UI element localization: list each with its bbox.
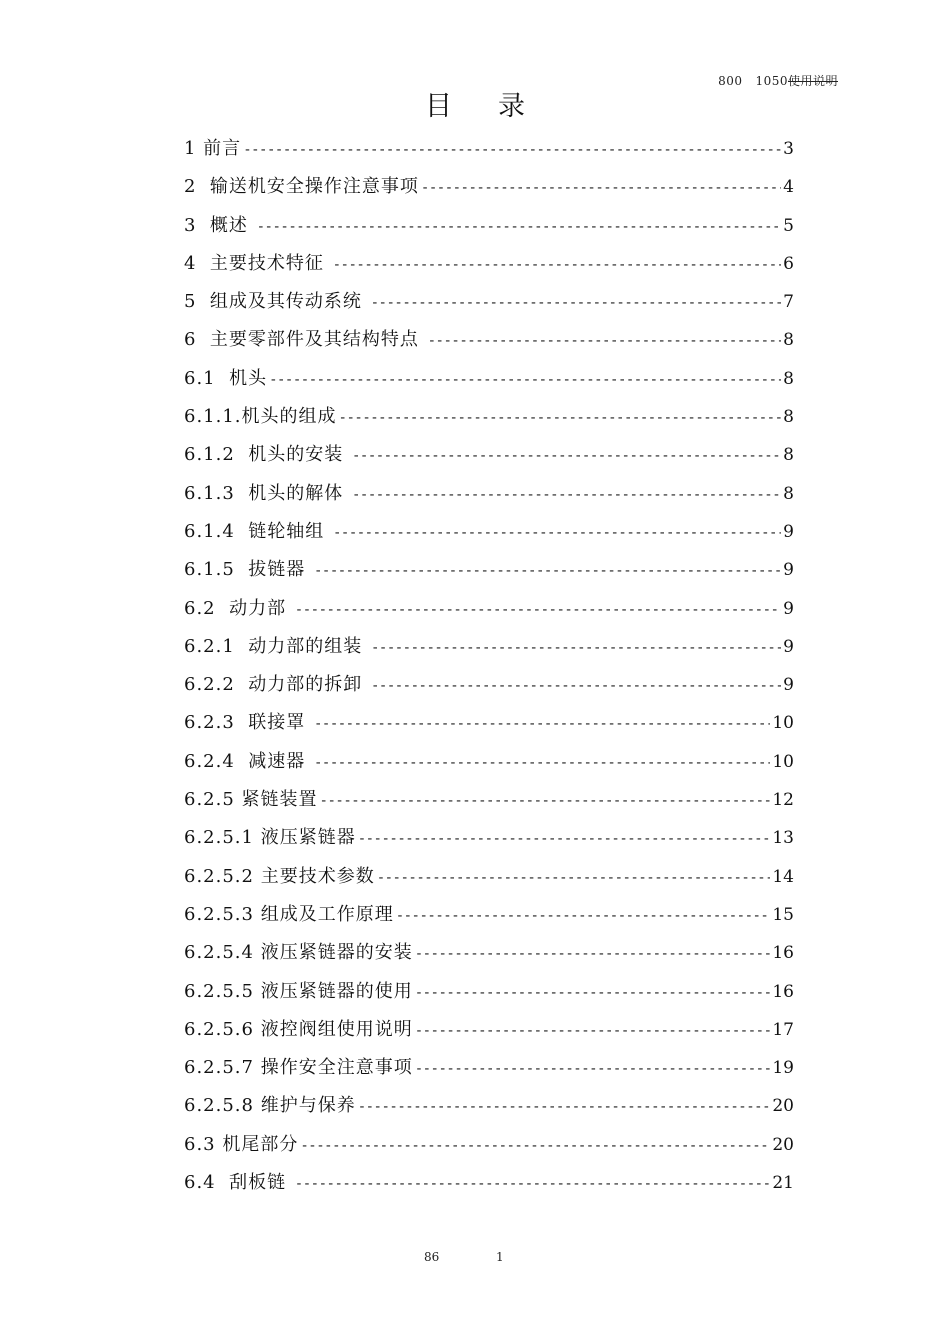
toc-entry-page: 8 <box>783 368 794 389</box>
toc-entry[interactable] <box>184 628 794 666</box>
toc-entry-label: 3 概述 <box>184 214 255 236</box>
toc-entry-label: 6.2.5.7 操作安全注意事项 <box>184 1057 413 1079</box>
toc-entry[interactable] <box>184 1011 794 1049</box>
toc-entry-label: 1 前言 <box>184 138 242 159</box>
toc-entry[interactable] <box>184 590 794 628</box>
toc-entry[interactable] <box>184 858 794 896</box>
toc-entry-label: 6.2.5.6 液控阀组使用说明 <box>184 1018 413 1040</box>
toc-entry[interactable] <box>184 207 794 245</box>
toc-entry-label: 6.1.4 链轮轴组 <box>184 520 331 542</box>
toc-dash-leader <box>243 131 781 169</box>
toc-entry-label: 6.2.1 动力部的组装 <box>184 635 369 657</box>
toc-entry-label: 4 主要技术特征 <box>184 252 331 274</box>
toc-dash-leader <box>352 437 781 475</box>
header-usage: 使用说明 <box>787 74 838 88</box>
toc-entry-page: 9 <box>783 560 794 581</box>
toc-entry[interactable] <box>184 283 794 321</box>
toc-entry-label: 6.2.5.1 液压紧链器 <box>184 827 356 849</box>
toc-dash-leader <box>396 897 771 935</box>
toc-entry-page: 20 <box>772 1096 794 1117</box>
toc-dash-leader <box>415 1050 771 1088</box>
toc-entry-page: 17 <box>772 1019 794 1040</box>
toc-dash-leader <box>352 476 781 514</box>
toc-entry-label: 6.1.2 机头的安装 <box>184 444 350 466</box>
toc-entry-page: 4 <box>783 177 794 198</box>
toc-entry-page: 20 <box>772 1134 794 1155</box>
toc-entry-label: 6.2.2 动力部的拆卸 <box>184 674 369 696</box>
toc-dash-leader <box>314 744 770 782</box>
toc-entry-page: 7 <box>783 292 794 313</box>
header-model-right: 1050 <box>755 74 788 88</box>
toc-entry-label: 6.1.3 机头的解体 <box>184 482 350 504</box>
toc-entry-page: 8 <box>783 483 794 504</box>
toc-dash-leader <box>314 552 781 590</box>
toc-entry-page: 8 <box>783 330 794 351</box>
toc-entry[interactable] <box>184 398 794 436</box>
toc-entry[interactable] <box>184 475 794 513</box>
toc-entry[interactable] <box>184 704 794 742</box>
toc-dash-leader <box>371 667 781 705</box>
toc-entry-label: 6 主要零部件及其结构特点 <box>184 329 426 351</box>
toc-entry[interactable] <box>184 781 794 819</box>
toc-dash-leader <box>371 284 782 322</box>
toc-entry-page: 10 <box>772 713 794 734</box>
toc-entry-page: 15 <box>772 904 794 925</box>
toc-dash-leader <box>300 1127 770 1165</box>
toc-entry-label: 6.2.5.3 组成及工作原理 <box>184 903 394 925</box>
toc-entry[interactable] <box>184 1049 794 1087</box>
toc-dash-leader <box>269 361 781 399</box>
toc-entry-page: 16 <box>772 981 794 1002</box>
toc-entry-page: 19 <box>772 1058 794 1079</box>
toc-dash-leader <box>320 782 771 820</box>
toc-entry-label: 6.2.5.4 液压紧链器的安装 <box>184 942 413 964</box>
toc-dash-leader <box>333 514 781 552</box>
toc-entry-label: 6.2.4 减速器 <box>184 750 312 772</box>
toc-entry[interactable] <box>184 1164 794 1202</box>
toc-dash-leader <box>333 246 782 284</box>
toc-entry-label: 6.2.5.5 液压紧链器的使用 <box>184 980 413 1002</box>
toc-entry-page: 21 <box>772 1173 794 1194</box>
toc-entry-label: 6.2.3 联接罩 <box>184 712 312 734</box>
toc-entry-label: 6.2.5.2 主要技术参数 <box>184 865 375 887</box>
toc-entry[interactable] <box>184 168 794 206</box>
toc-entry[interactable] <box>184 436 794 474</box>
toc-entry-label: 6.1.1.机头的组成 <box>184 406 337 428</box>
toc-entry-label: 5 组成及其传动系统 <box>184 291 369 313</box>
toc-entry[interactable] <box>184 973 794 1011</box>
toc-dash-leader <box>257 208 782 246</box>
toc-entry[interactable] <box>184 245 794 283</box>
toc-dash-leader <box>377 859 771 897</box>
toc-entry-page: 16 <box>772 943 794 964</box>
toc-entry-label: 6.2 动力部 <box>184 597 293 619</box>
toc-dash-leader <box>358 820 771 858</box>
header-model-left: 800 <box>718 74 743 88</box>
toc-entry[interactable] <box>184 934 794 972</box>
toc-entry[interactable] <box>184 666 794 704</box>
toc-entry[interactable] <box>184 130 794 168</box>
toc-entry[interactable] <box>184 743 794 781</box>
toc-dash-leader <box>415 974 771 1012</box>
toc-entry-page: 3 <box>783 139 794 159</box>
toc-entry[interactable] <box>184 1126 794 1164</box>
toc-entry-label: 6.1 机头 <box>184 367 268 389</box>
toc-dash-leader <box>314 705 770 743</box>
toc-entry-page: 6 <box>783 253 794 274</box>
toc-entry-page: 9 <box>783 636 794 657</box>
toc-entry-page: 9 <box>783 598 794 619</box>
toc-entry-label: 6.2.5.8 维护与保养 <box>184 1095 356 1117</box>
toc-dash-leader <box>339 399 782 437</box>
toc-entry-label: 6.1.5 拔链器 <box>184 559 312 581</box>
toc-dash-leader <box>415 935 771 973</box>
toc-entry[interactable] <box>184 819 794 857</box>
toc-entry[interactable] <box>184 1087 794 1125</box>
toc-entry-page: 13 <box>772 828 794 849</box>
toc-entry-label: 6.2.5 紧链装置 <box>184 789 318 811</box>
toc-entry[interactable] <box>184 321 794 359</box>
toc-entry-label: 6.4 刮板链 <box>184 1172 293 1194</box>
toc-entry-page: 10 <box>772 751 794 772</box>
toc-entry-page: 9 <box>783 675 794 696</box>
toc-entry[interactable] <box>184 896 794 934</box>
toc-entry-label: 2 输送机安全操作注意事项 <box>184 176 419 198</box>
table-of-contents <box>184 130 794 1202</box>
toc-entry-page: 14 <box>772 866 794 887</box>
toc-dash-leader <box>371 629 781 667</box>
footer-page-number: 1 <box>496 1250 504 1264</box>
toc-entry-page: 8 <box>783 407 794 428</box>
toc-dash-leader <box>358 1088 771 1126</box>
toc-dash-leader <box>428 322 782 360</box>
toc-entry-page: 9 <box>783 521 794 542</box>
toc-dash-leader <box>415 1012 771 1050</box>
toc-dash-leader <box>295 591 781 629</box>
toc-entry[interactable] <box>184 551 794 589</box>
toc-entry-label: 6.3 机尾部分 <box>184 1133 299 1155</box>
page-title: 目录 <box>425 91 571 122</box>
toc-entry[interactable] <box>184 360 794 398</box>
footer-left-number: 86 <box>424 1250 440 1264</box>
toc-dash-leader <box>421 169 781 207</box>
toc-dash-leader <box>295 1165 771 1203</box>
toc-entry-page: 12 <box>772 790 794 811</box>
toc-entry-page: 8 <box>783 445 794 466</box>
toc-entry[interactable] <box>184 513 794 551</box>
toc-entry-page: 5 <box>783 215 794 236</box>
